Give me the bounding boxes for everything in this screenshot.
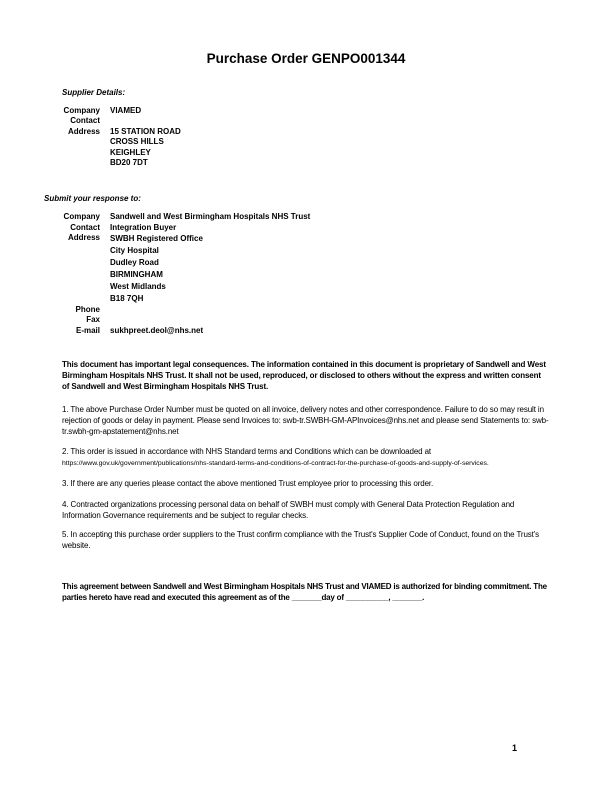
supplier-address-line: BD20 7DT <box>110 158 148 168</box>
supplier-address-line: KEIGHLEY <box>110 147 151 157</box>
supplier-details-block <box>62 106 550 168</box>
respond-address-line: West Midlands <box>110 281 166 291</box>
supplier-address-value <box>110 127 550 169</box>
respond-address-line: City Hospital <box>110 246 159 256</box>
terms-item-3: 3. If there are any queries please contact the above mentioned Trust employee prior to processing this order. <box>62 478 434 488</box>
terms-item-5: 5. In accepting this purchase order suppliers to the Trust confirm compliance with the Trust's Supplier Code of Conduct, found on the Trust's website. <box>62 529 540 550</box>
respond-phone-value <box>110 305 550 315</box>
respond-address-line: SWBH Registered Office <box>110 234 203 244</box>
respond-contact-value: Integration Buyer <box>110 222 177 232</box>
supplier-address-line: CROSS HILLS <box>110 137 164 147</box>
respond-address-label: Address <box>67 233 100 243</box>
respond-email-label: E-mail <box>75 325 100 335</box>
respond-address-line: Dudley Road <box>110 258 159 268</box>
terms-item-4: 4. Contracted organizations processing personal data on behalf of SWBH must comply with General Data Protection Regulation and Information Governance requirements and be subject to regular checks. <box>62 499 515 520</box>
supplier-company-value: VIAMED <box>110 106 142 115</box>
respond-contact-label: Contact <box>70 222 100 232</box>
respond-to-heading: Submit your response to: <box>44 194 141 204</box>
page-number: 1 <box>512 743 518 753</box>
supplier-address-line: 15 STATION ROAD <box>110 126 181 136</box>
respond-company-label: Company <box>63 212 100 222</box>
respond-email-value: sukhpreet.deol@nhs.net <box>110 325 204 335</box>
respond-fax-label: Fax <box>86 315 100 325</box>
supplier-details-heading: Supplier Details: <box>62 88 126 97</box>
respond-company-value: Sandwell and West Birmingham Hospitals NHS Trust <box>110 212 311 222</box>
supplier-contact-value <box>110 116 550 126</box>
respond-phone-label: Phone <box>75 304 100 314</box>
supplier-contact-label: Contact <box>70 116 100 126</box>
supplier-company-label: Company <box>63 106 100 115</box>
respond-address-line: BIRMINGHAM <box>110 269 163 279</box>
respond-to-block <box>62 212 550 335</box>
respond-address-value <box>110 233 550 304</box>
respond-fax-value <box>110 315 550 325</box>
legal-notice-paragraph: This document has important legal consequences. The information contained in this document is proprietary of Sandwell and West Birmingham Hospitals NHS Trust. It shall not be used, reproduced, or disclosed to others without the express and written consent of Sandwell and West Birmingham Hospitals NHS Trust. <box>62 359 546 391</box>
page-title: Purchase Order GENPO001344 <box>206 51 406 66</box>
terms-item-1: 1. The above Purchase Order Number must be quoted on all invoice, delivery notes and other correspondence. Failure to do so may result in rejection of goods or delay in payment. Please send Invoices to: swb-tr.SWBH-GM-APInvoices@nhs.net and please send Statements to: swb-tr.swbh-gm-apstatement@nhs.net <box>62 404 549 436</box>
terms-item-2 <box>62 446 550 469</box>
supplier-address-label: Address <box>67 126 100 136</box>
agreement-paragraph: This agreement between Sandwell and West Birmingham Hospitals NHS Trust and VIAMED is authorized for binding commitment. The parties hereto have read and executed this agreement as of the _______day of __________, _______. <box>62 581 547 602</box>
terms-item-2-url: https://www.gov.uk/government/publications/nhs-standard-terms-and-conditions-of-contract-for-the-purchase-of-goods-and-supply-of-services. <box>62 459 489 467</box>
respond-address-line: B18 7QH <box>110 293 144 303</box>
terms-item-2-text: 2. This order is issued in accordance with NHS Standard terms and Conditions which can be downloaded at <box>62 446 432 456</box>
